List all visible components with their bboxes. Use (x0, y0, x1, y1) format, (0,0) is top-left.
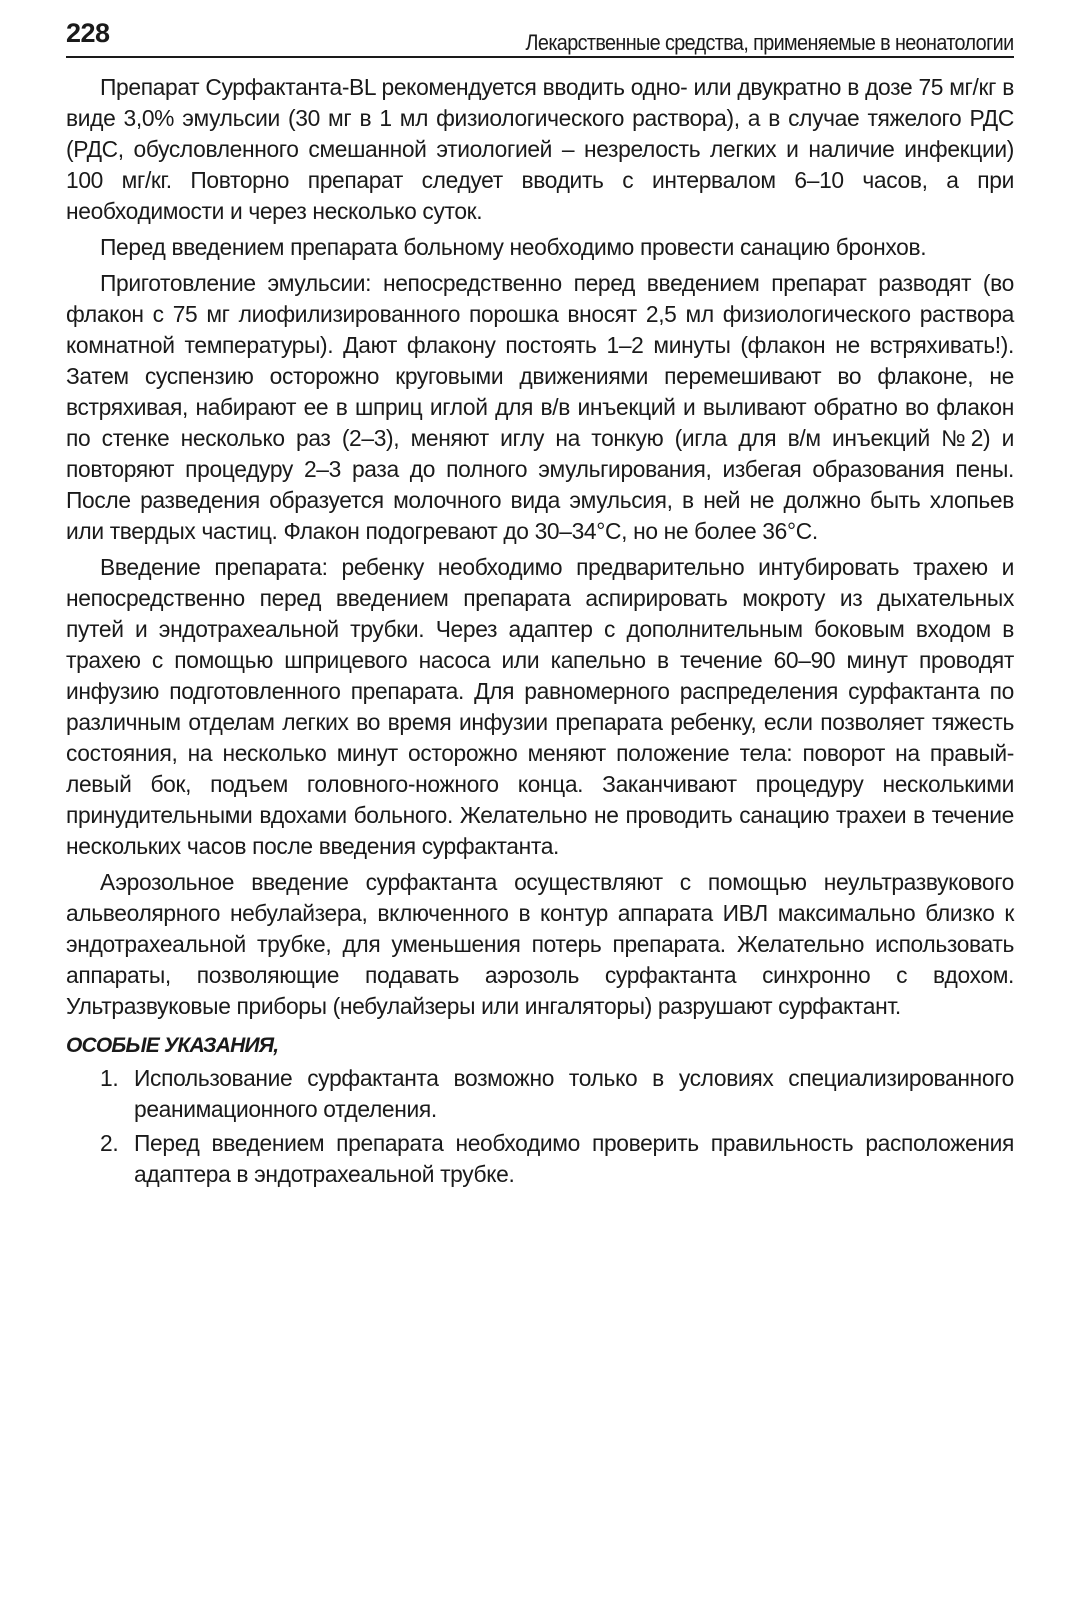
list-item-text: Перед введением препарата необходимо проверить правильность расположения адаптера в эндотрахеальной трубке. (134, 1130, 1014, 1187)
book-page (66, 0, 1014, 1600)
running-header (66, 16, 1014, 58)
list-item-number: 1. (100, 1065, 119, 1091)
special-notes-list (66, 1063, 1014, 1190)
paragraph-aerosol-administration: Аэрозольное введение сурфактанта осуществляют с помощью неультразвукового альвеолярного небулайзера, включенного в контур аппарата ИВЛ максимально близко к эндотрахеальной трубке, для уменьшения потерь препарата. Желательно использовать аппараты, позволяющие подавать аэрозоль сурфактанта синхронно с вдохом. Ультразвуковые приборы (небулайзеры или ингаляторы) разрушают сурфактант. (66, 869, 1014, 1019)
special-notes-heading: ОСОБЫЕ УКАЗАНИЯ, (66, 1034, 279, 1057)
page-number: 228 (66, 18, 110, 48)
body-text (66, 72, 1014, 1193)
list-item (66, 1128, 1014, 1190)
list-item-number: 2. (100, 1130, 119, 1156)
running-title: Лекарственные средства, применяемые в неонатологии (525, 30, 1014, 55)
list-item-text: Использование сурфактанта возможно только в условиях специализированного реанимационного отделения. (134, 1065, 1014, 1122)
paragraph-dosage: Препарат Сурфактанта-BL рекомендуется вводить одно- или двукратно в дозе 75 мг/кг в виде 3,0% эмульсии (30 мг в 1 мл физиологического раствора), а в случае тяжелого РДС (РДС, обусловленного смешанной этиологией – незрелость легких и наличие инфекции) 100 мг/кг. Повторно препарат следует вводить с интервалом 6–10 часов, а при необходимости и через несколько суток. (66, 74, 1014, 224)
paragraph-bronchial-sanation: Перед введением препарата больному необходимо провести санацию бронхов. (100, 234, 927, 260)
list-item (66, 1063, 1014, 1125)
paragraph-administration: Введение препарата: ребенку необходимо предварительно интубировать трахею и непосредственно перед введением препарата аспирировать мокроту из дыхательных путей и эндотрахеальной трубки. Через адаптер с дополнительным боковым входом в трахею с помощью шприцевого насоса или капельно в течение 60–90 минут проводят инфузию подготовленного препарата. Для равномерного распределения сурфактанта по различным отделам легких во время инфузии препарата ребенку, если позволяет тяжесть состояния, на несколько минут осторожно меняют положение тела: поворот на правый-левый бок, подъем головного-ножного конца. Заканчивают процедуру несколькими принудительными вдохами больного. Желательно не проводить санацию трахеи в течение нескольких часов после введения сурфактанта. (66, 554, 1014, 859)
paragraph-emulsion-preparation: Приготовление эмульсии: непосредственно перед введением препарат разводят (во флакон с 75 мг лиофилизированного порошка вносят 2,5 мл физиологического раствора комнатной температуры). Дают флакону постоять 1–2 минуты (флакон не встряхивать!). Затем суспензию осторожно круговыми движениями перемешивают во флаконе, не встряхивая, набирают ее в шприц иглой для в/в инъекций и выливают обратно во флакон по стенке несколько раз (2–3), меняют иглу на тонкую (игла для в/м инъекций №2) и повторяют процедуру 2–3 раза до полного эмульгирования, избегая образования пены. После разведения образуется молочного вида эмульсия, в ней не должно быть хлопьев или твердых частиц. Флакон подогревают до 30–34°C, но не более 36°C. (66, 270, 1014, 544)
